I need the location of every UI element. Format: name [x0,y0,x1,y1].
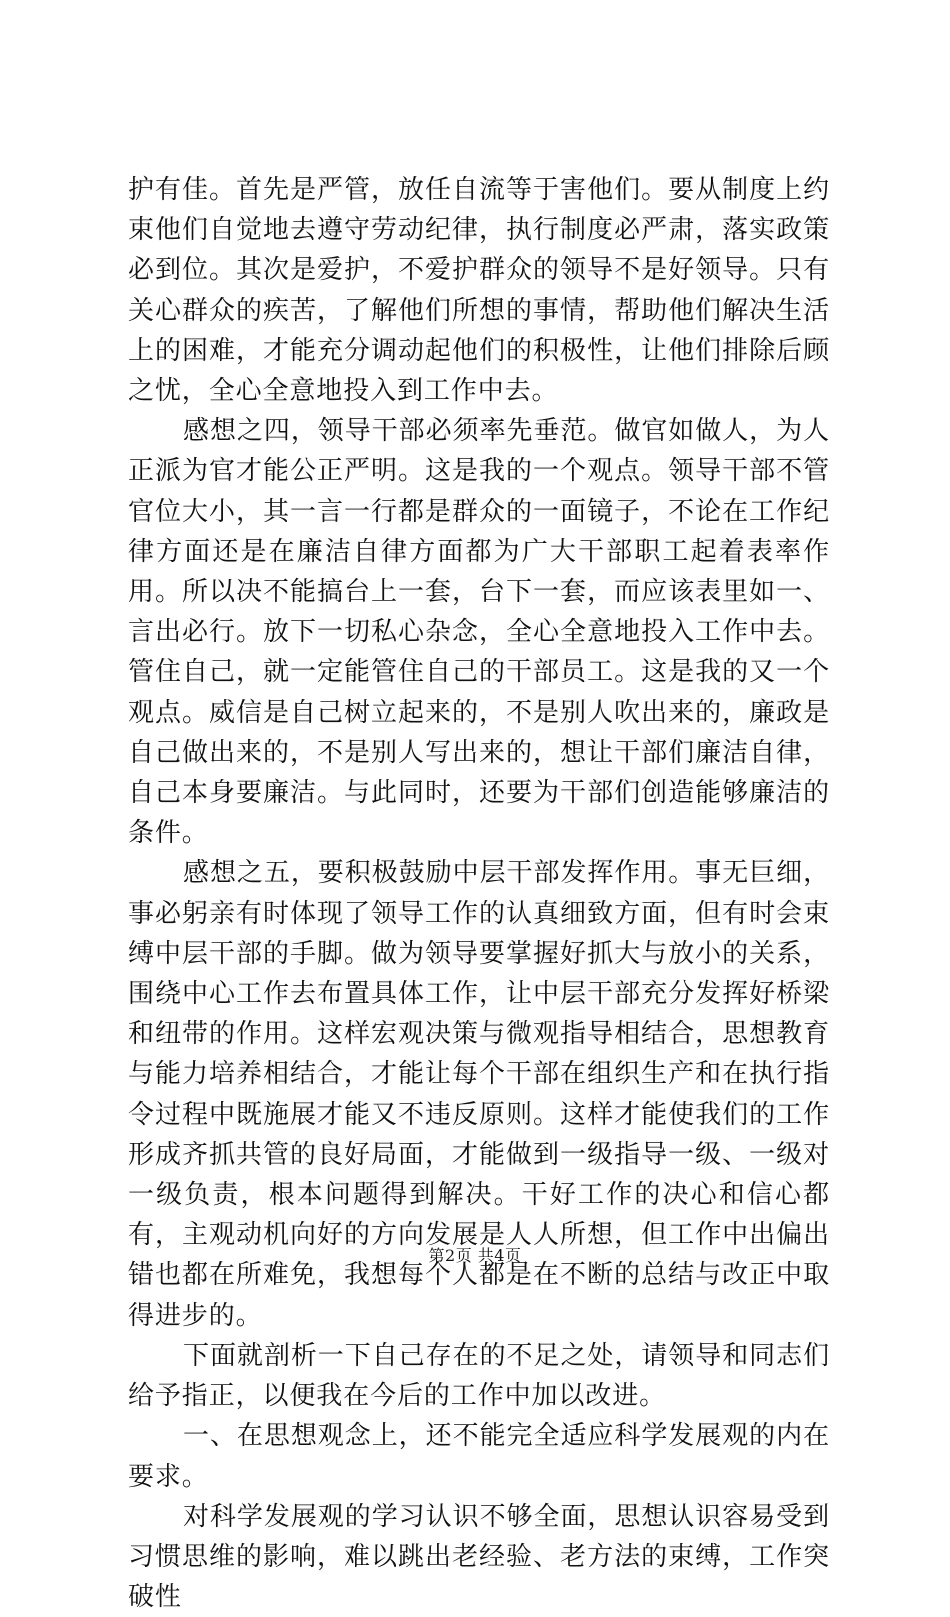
paragraph: 感想之四，领导干部必须率先垂范。做官如做人，为人正派为官才能公正严明。这是我的一个观点。领导干部不管官位大小，其一言一行都是群众的一面镜子，不论在工作纪律方面还是在廉洁自律方面都为广大干部职工起着表率作用。所以决不能搞台上一套，台下一套，而应该表里如一、言出必行。放下一切私心杂念，全心全意地投入工作中去。管住自己，就一定能管住自己的干部员工。这是我的又一个观点。威信是自己树立起来的，不是别人吹出来的，廉政是自己做出来的，不是别人写出来的，想让干部们廉洁自律，自己本身要廉洁。与此同时，还要为干部们创造能够廉洁的条件。 [128,416,830,849]
paragraph: 感想之五，要积极鼓励中层干部发挥作用。事无巨细，事必躬亲有时体现了领导工作的认真细致方面，但有时会束缚中层干部的手脚。做为领导要掌握好抓大与放小的关系，围绕中心工作去布置具体工作，让中层干部充分发挥好桥梁和纽带的作用。这样宏观决策与微观指导相结合，思想教育与能力培养相结合，才能让每个干部在组织生产和在执行指令过程中既施展才能又不违反原则。这样才能使我们的工作形成齐抓共管的良好局面，才能做到一级指导一级、一级对一级负责，根本问题得到解决。干好工作的决心和信心都有，主观动机向好的方向发展是人人所想，但工作中出偏出错也都在所难免，我想每个人都是在不断的总结与改正中取得进步的。 [128,858,830,1331]
paragraph: 一、在思想观念上，还不能完全适应科学发展观的内在要求。 [128,1421,830,1492]
paragraph: 护有佳。首先是严管，放任自流等于害他们。要从制度上约束他们自觉地去遵守劳动纪律，执行制度必严肃，落实政策必到位。其次是爱护，不爱护群众的领导不是好领导。只有关心群众的疾苦，了解他们所想的事情，帮助他们解决生活上的困难，才能充分调动起他们的积极性，让他们排除后顾之忧，全心全意地投入到工作中去。 [128,175,830,407]
page-footer: 第2页 共4页 [428,1246,522,1265]
paragraph: 对科学发展观的学习认识不够全面，思想认识容易受到习惯思维的影响，难以跳出老经验、老方法的束缚，工作突破性 [128,1501,830,1613]
paragraph: 下面就剖析一下自己存在的不足之处，请领导和同志们给予指正，以便我在今后的工作中加以改进。 [128,1340,830,1412]
document-body [128,170,830,1617]
